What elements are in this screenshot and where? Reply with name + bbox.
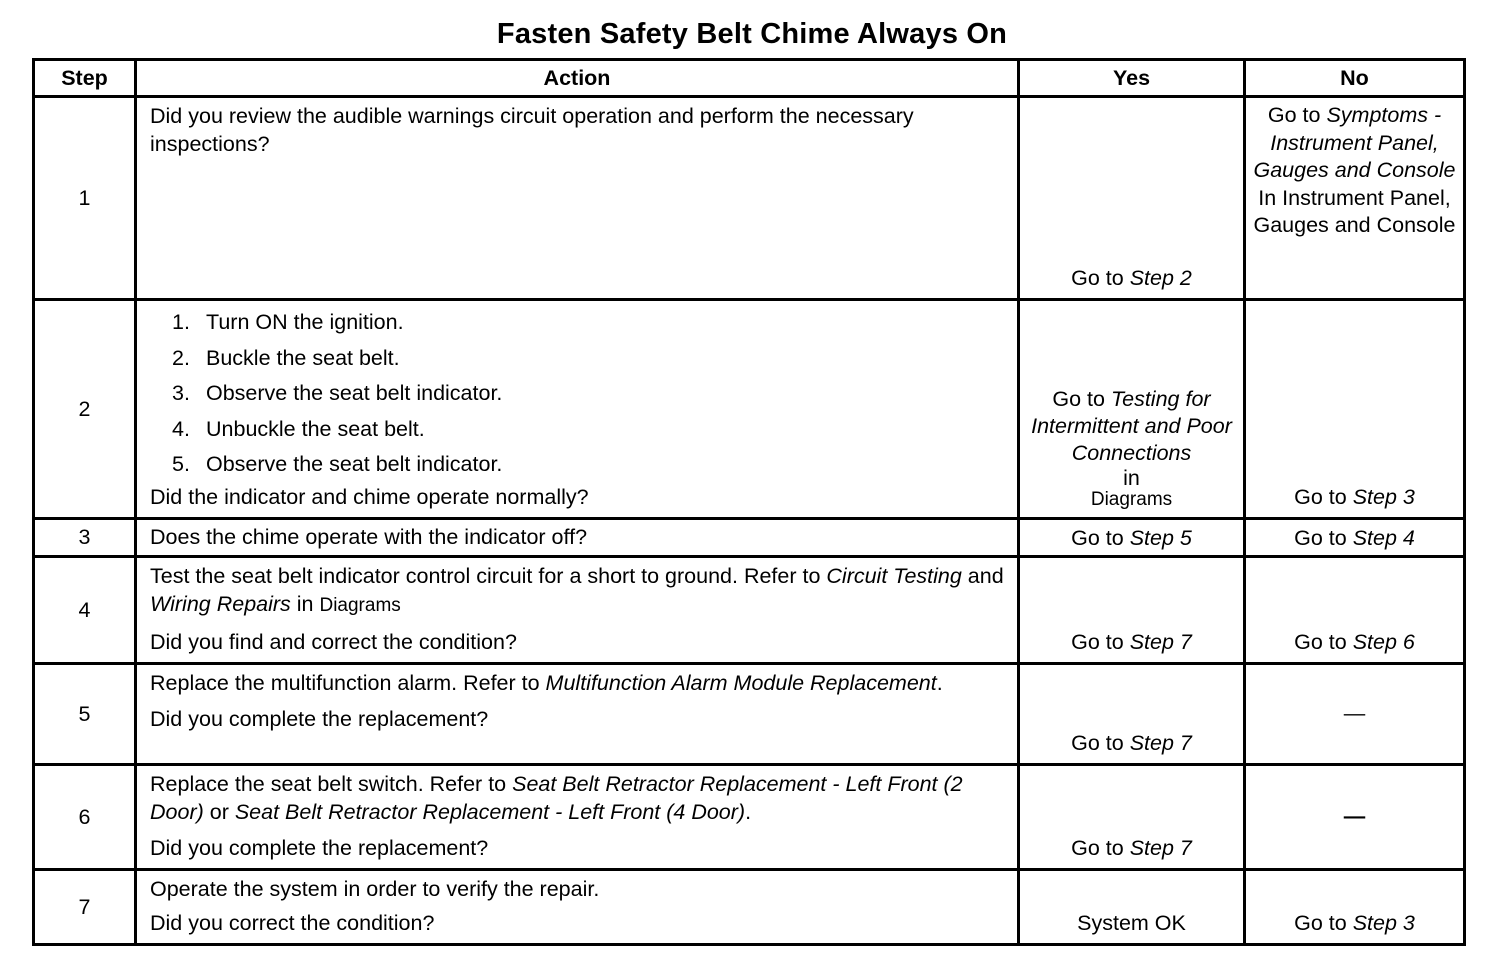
retractor-2door-link[interactable]: Seat Belt Retractor Replacement - Left Front (2 Door) [150,771,963,824]
yes-step-link[interactable]: Step 7 [1129,629,1192,654]
action-cell [136,300,1019,519]
table-row [34,300,1465,519]
yes-step-link[interactable]: Step 7 [1129,835,1192,860]
substep-number: 3. [172,381,190,405]
instruction-in: in [290,591,320,616]
step-number: 1 [34,97,136,300]
table-row [34,97,1465,300]
step-number: 6 [34,764,136,869]
no-prefix: Go to [1294,629,1353,654]
no-cell [1245,300,1465,519]
yes-cell [1019,556,1245,663]
no-cell [1245,869,1465,944]
no-prefix: Go to [1294,525,1353,550]
substep-text: Observe the seat belt indicator. [206,381,503,405]
substep-item [172,412,1007,448]
action-question: Does the chime operate with the indicator off? [150,524,588,549]
step-number: 3 [34,518,136,556]
page-title: Fasten Safety Belt Chime Always On [496,18,1008,50]
action-question: Did you review the audible warnings circuit operation and perform the necessary inspections? [150,104,914,156]
substep-text: Turn ON the ignition. [206,310,404,334]
action-cell [136,663,1019,764]
yes-prefix: Go to [1071,525,1130,550]
action-question: Did you find and correct the condition? [150,629,517,654]
yes-prefix: Go to [1071,266,1130,290]
substep-item [172,376,1007,412]
no-prefix: Go to [1267,103,1327,127]
step-number: 4 [34,556,136,663]
instruction-period: . [936,670,943,695]
yes-diagrams-text: Diagrams [1090,488,1173,510]
no-step-link[interactable]: Step 6 [1352,629,1415,654]
substep-item [172,447,1007,483]
diagnostic-table [32,58,1466,946]
no-cell: — [1245,663,1465,764]
table-row [34,869,1465,944]
header-yes: Yes [1019,60,1245,97]
yes-testing-link[interactable]: Testing for Intermittent and Poor Connections [1031,386,1232,465]
instruction-text: Replace the multifunction alarm. Refer to [150,670,546,695]
yes-cell [1019,764,1245,869]
substep-text: Unbuckle the seat belt. [206,416,425,441]
substep-number: 5. [172,452,190,476]
action-cell [136,764,1019,869]
instruction-conjunction: or [203,799,235,824]
substep-text: Buckle the seat belt. [206,345,400,370]
instruction-conjunction: and [961,563,1004,588]
no-cell [1245,556,1465,663]
table-row [34,663,1465,764]
yes-step-link[interactable]: Step 7 [1129,730,1192,755]
substep-number: 1. [172,310,190,334]
no-prefix: Go to [1294,484,1353,509]
substep-item [172,305,1007,341]
yes-cell [1019,663,1245,764]
substep-list [150,305,1007,483]
substep-number: 2. [172,345,190,370]
no-cell: — [1245,764,1465,869]
yes-cell: System OK [1019,869,1245,944]
substep-number: 4. [172,416,190,441]
yes-in-text: in [1123,465,1140,490]
action-question: Did you complete the replacement? [150,835,489,860]
header-row [34,60,1465,97]
table-row [34,764,1465,869]
step-number: 7 [34,869,136,944]
instruction-diagrams: Diagrams [319,594,401,616]
yes-prefix: Go to [1071,629,1130,654]
wiring-repairs-link[interactable]: Wiring Repairs [150,591,291,616]
step-number: 5 [34,663,136,764]
no-step-link[interactable]: Step 4 [1352,525,1415,550]
no-step-link[interactable]: Step 3 [1352,910,1415,935]
action-cell [136,556,1019,663]
instruction-text: Test the seat belt indicator control circuit for a short to ground. Refer to [150,563,827,588]
substep-text: Observe the seat belt indicator. [206,452,503,476]
no-step-link[interactable]: Step 3 [1352,484,1415,509]
action-cell [136,869,1019,944]
no-cell [1245,518,1465,556]
yes-prefix: Go to [1052,386,1111,411]
instruction-period: . [745,799,752,824]
no-suffix: In Instrument Panel, Gauges and Console [1253,185,1456,237]
action-question: Did you correct the condition? [150,910,435,935]
table-row [34,556,1465,663]
header-action: Action [136,60,1019,97]
step-number: 2 [34,300,136,519]
yes-cell [1019,97,1245,300]
action-question: Did the indicator and chime operate normally? [150,484,589,509]
no-cell [1245,97,1465,300]
yes-step-link[interactable]: Step 2 [1129,266,1192,290]
retractor-4door-link[interactable]: Seat Belt Retractor Replacement - Left Front (4 Door) [234,799,746,824]
no-prefix: Go to [1294,910,1353,935]
circuit-testing-link[interactable]: Circuit Testing [826,563,962,588]
yes-cell [1019,300,1245,519]
yes-cell [1019,518,1245,556]
action-cell [136,518,1019,556]
table-row [34,518,1465,556]
yes-prefix: Go to [1071,730,1130,755]
instruction-text: Replace the seat belt switch. Refer to [150,771,513,796]
multifunction-alarm-link[interactable]: Multifunction Alarm Module Replacement [545,670,937,695]
yes-prefix: Go to [1071,835,1130,860]
action-cell [136,97,1019,300]
header-no: No [1245,60,1465,97]
action-instruction [150,669,1007,697]
header-step: Step [34,60,136,97]
action-instruction [150,562,1007,620]
yes-step-link[interactable]: Step 5 [1129,525,1192,550]
no-symptoms-link[interactable]: Symptoms - Instrument Panel, Gauges and Console [1253,103,1456,182]
action-question: Did you complete the replacement? [150,706,489,731]
action-instruction [150,770,1007,826]
substep-item [172,341,1007,377]
action-instruction: Operate the system in order to verify the repair. [150,876,600,901]
